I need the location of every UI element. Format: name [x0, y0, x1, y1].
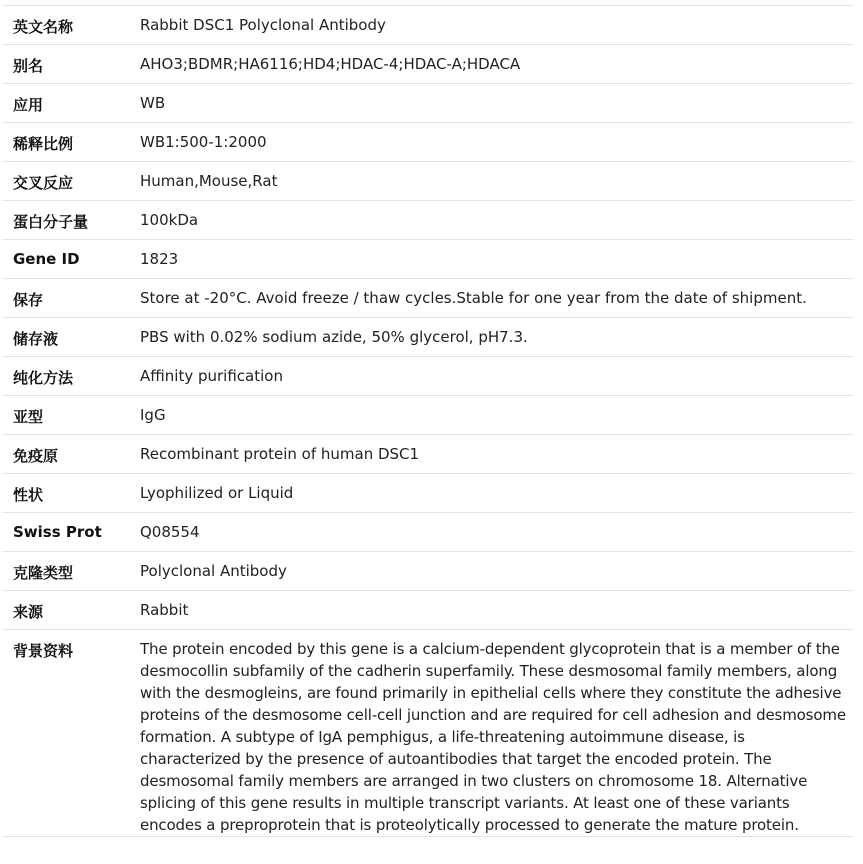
spec-row-host: [3, 591, 853, 630]
spec-label: 纯化方法: [3, 357, 131, 396]
spec-row-storage-buffer: [3, 318, 853, 357]
spec-label: 英文名称: [3, 6, 131, 45]
spec-value: Lyophilized or Liquid: [131, 474, 853, 513]
spec-row-molecular-weight: [3, 201, 853, 240]
spec-value: AHO3;BDMR;HA6116;HD4;HDAC-4;HDAC-A;HDACA: [131, 45, 853, 84]
spec-row-dilution: [3, 123, 853, 162]
spec-value: Rabbit: [131, 591, 853, 630]
spec-row-gene-id: [3, 240, 853, 279]
spec-row-background: [3, 630, 853, 837]
product-spec-table: [3, 5, 853, 837]
spec-row-swiss-prot: [3, 513, 853, 552]
spec-label: 稀释比例: [3, 123, 131, 162]
spec-row-application: [3, 84, 853, 123]
spec-value: WB: [131, 84, 853, 123]
spec-row-form: [3, 474, 853, 513]
spec-label: 性状: [3, 474, 131, 513]
spec-value: 100kDa: [131, 201, 853, 240]
spec-row-purification: [3, 357, 853, 396]
spec-label: Gene ID: [3, 240, 131, 279]
spec-row-alias: [3, 45, 853, 84]
spec-value: Affinity purification: [131, 357, 853, 396]
spec-row-isotype: [3, 396, 853, 435]
spec-value: Recombinant protein of human DSC1: [131, 435, 853, 474]
spec-value: Polyclonal Antibody: [131, 552, 853, 591]
spec-value: PBS with 0.02% sodium azide, 50% glycerol, pH7.3.: [131, 318, 853, 357]
spec-value: Q08554: [131, 513, 853, 552]
spec-value: WB1:500-1:2000: [131, 123, 853, 162]
spec-label: 保存: [3, 279, 131, 318]
spec-label: 亚型: [3, 396, 131, 435]
spec-row-english-name: [3, 6, 853, 45]
spec-label: 别名: [3, 45, 131, 84]
spec-label: 应用: [3, 84, 131, 123]
spec-label: 克隆类型: [3, 552, 131, 591]
spec-label: 蛋白分子量: [3, 201, 131, 240]
spec-row-storage: [3, 279, 853, 318]
spec-value: Human,Mouse,Rat: [131, 162, 853, 201]
spec-value: 1823: [131, 240, 853, 279]
spec-value: IgG: [131, 396, 853, 435]
background-description: The protein encoded by this gene is a calcium-dependent glycoprotein that is a member of the desmocollin subfamily of the cadherin superfamily. These desmosomal family members, along with the desmogleins, are found primarily in epithelial cells where they constitute the adhesive proteins of the desmosome cell-cell junction and are required for cell adhesion and desmosome formation. A subtype of IgA pemphigus, a life-threatening autoimmune disease, is characterized by the presence of autoantibodies that target the encoded protein. The desmosomal family members are arranged in two clusters on chromosome 18. Alternative splicing of this gene results in multiple transcript variants. At least one of these variants encodes a preproprotein that is proteolytically processed to generate the mature protein.: [131, 630, 853, 837]
spec-label: Swiss Prot: [3, 513, 131, 552]
spec-row-clonality: [3, 552, 853, 591]
spec-row-immunogen: [3, 435, 853, 474]
spec-label: 来源: [3, 591, 131, 630]
spec-label: 免疫原: [3, 435, 131, 474]
spec-value: Store at -20°C. Avoid freeze / thaw cycles.Stable for one year from the date of shipment.: [131, 279, 853, 318]
spec-label: 交叉反应: [3, 162, 131, 201]
spec-label: 储存液: [3, 318, 131, 357]
spec-value: Rabbit DSC1 Polyclonal Antibody: [131, 6, 853, 45]
spec-label: 背景资料: [3, 630, 131, 837]
spec-row-reactivity: [3, 162, 853, 201]
